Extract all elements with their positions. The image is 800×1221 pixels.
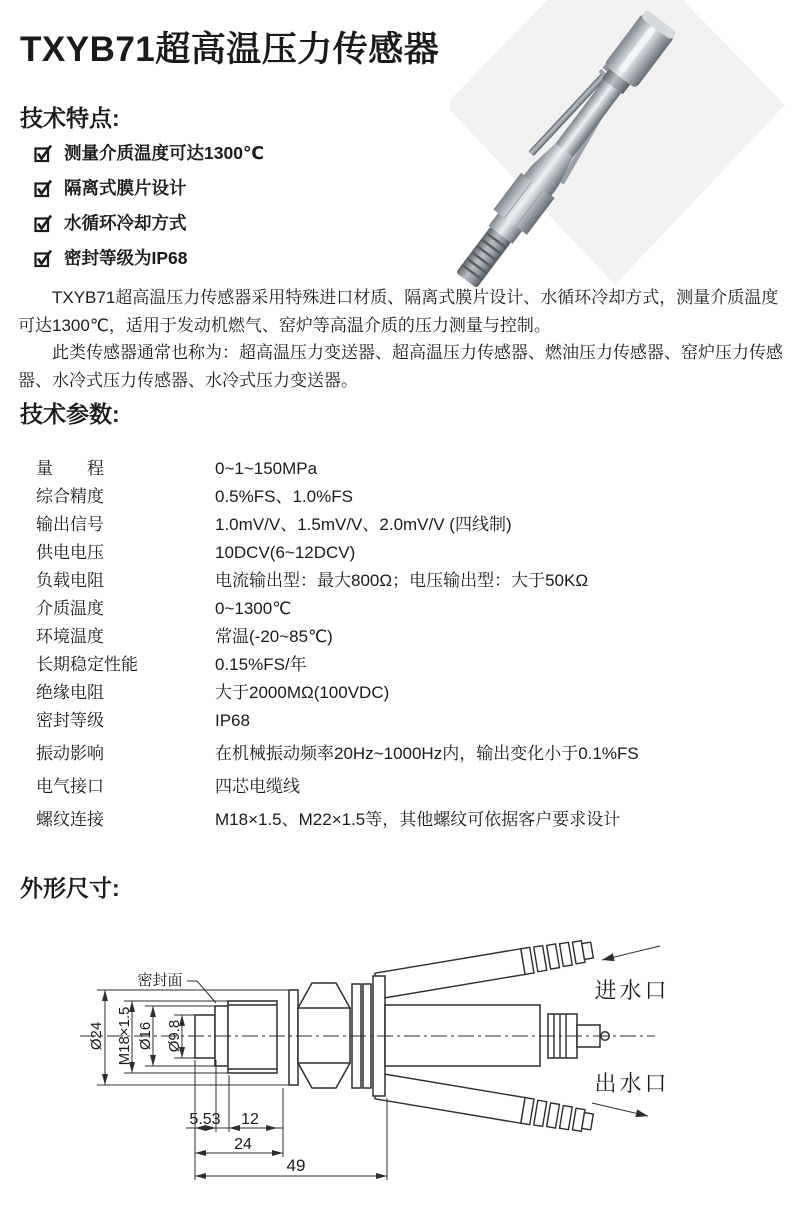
param-label: 电气接口 bbox=[36, 777, 104, 796]
param-value: 常温(-20~85℃) bbox=[215, 627, 333, 646]
feature-label: 密封等级为IP68 bbox=[64, 248, 188, 268]
dim-label-5-53: 5.53 bbox=[189, 1111, 221, 1128]
param-value: 大于2000MΩ(100VDC) bbox=[215, 683, 390, 702]
param-label: 介质温度 bbox=[36, 599, 104, 618]
param-label: 输出信号 bbox=[36, 515, 104, 534]
param-row bbox=[36, 458, 796, 479]
feature-label: 水循环冷却方式 bbox=[64, 213, 187, 233]
checkbox-checked-icon bbox=[34, 178, 54, 198]
param-row bbox=[36, 514, 796, 535]
features-list bbox=[34, 142, 264, 269]
feature-label: 隔离式膜片设计 bbox=[64, 178, 187, 198]
feature-label: 测量介质温度可达1300℃ bbox=[64, 143, 265, 163]
param-value: 0.15%FS/年 bbox=[215, 655, 307, 674]
intro-paragraph-1: TXYB71超高温压力传感器采用特殊进口材质、隔离式膜片设计、水循环冷却方式，测量介质温度可达1300℃，适用于发动机燃气、窑炉等高温介质的压力测量与控制。 bbox=[18, 288, 779, 335]
param-label: 振动影响 bbox=[36, 744, 104, 763]
dim-label-24: 24 bbox=[234, 1136, 252, 1153]
param-row bbox=[36, 682, 796, 703]
param-row bbox=[36, 776, 796, 797]
inlet-pipe bbox=[375, 937, 594, 999]
param-label: 螺纹连接 bbox=[36, 810, 104, 829]
param-row bbox=[36, 542, 796, 563]
intro-section bbox=[18, 284, 784, 394]
product-photo bbox=[450, 0, 800, 300]
param-value: 10DCV(6~12DCV) bbox=[215, 543, 356, 562]
param-value: 0~1~150MPa bbox=[215, 459, 318, 478]
checkbox-checked-icon bbox=[34, 213, 54, 233]
dim-label-thread: M18×1.5 bbox=[116, 1006, 133, 1066]
checkbox-checked-icon bbox=[34, 143, 54, 163]
param-value: 0.5%FS、1.0%FS bbox=[215, 487, 353, 506]
param-value: 1.0mV/V、1.5mV/V、2.0mV/V (四线制) bbox=[215, 515, 512, 534]
dim-label-seal-face: 密封面 bbox=[137, 973, 183, 989]
checkbox-checked-icon bbox=[34, 248, 54, 268]
param-row bbox=[36, 809, 796, 830]
param-label: 综合精度 bbox=[36, 487, 104, 506]
param-value: IP68 bbox=[215, 711, 250, 730]
param-value: 在机械振动频率20Hz~1000Hz内，输出变化小于0.1%FS bbox=[215, 744, 639, 763]
param-row bbox=[36, 710, 796, 731]
label-water-inlet: 进水口 bbox=[594, 978, 670, 1003]
feature-item bbox=[34, 247, 264, 269]
intro-paragraph-2: 此类传感器通常也称为：超高温压力变送器、超高温压力传感器、燃油压力传感器、窑炉压力传感器、水冷式压力传感器、水冷式压力变送器。 bbox=[18, 343, 783, 390]
param-row bbox=[36, 654, 796, 675]
dim-label-dia9-8: Ø9.8 bbox=[166, 1019, 183, 1053]
params-heading: 技术参数: bbox=[20, 401, 120, 427]
param-row bbox=[36, 486, 796, 507]
features-heading: 技术特点: bbox=[20, 105, 120, 131]
dimension-drawing bbox=[0, 918, 800, 1221]
param-row bbox=[36, 626, 796, 647]
param-value: M18×1.5、M22×1.5等，其他螺纹可依据客户要求设计 bbox=[215, 810, 621, 829]
param-row bbox=[36, 743, 796, 764]
param-value: 0~1300℃ bbox=[215, 599, 292, 618]
param-value: 电流输出型：最大800Ω；电压输出型：大于50KΩ bbox=[215, 571, 589, 590]
page-title: TXYB71超高温压力传感器 bbox=[20, 30, 440, 69]
dim-label-49: 49 bbox=[286, 1156, 306, 1175]
param-value: 四芯电缆线 bbox=[215, 777, 300, 796]
param-label: 绝缘电阻 bbox=[36, 683, 104, 702]
param-row bbox=[36, 570, 796, 591]
feature-item bbox=[34, 142, 264, 164]
param-row bbox=[36, 598, 796, 619]
feature-item bbox=[34, 212, 264, 234]
params-table bbox=[36, 458, 796, 837]
dim-label-dia16: Ø16 bbox=[137, 1021, 154, 1051]
outlet-pipe bbox=[375, 1073, 594, 1135]
dim-label-dia24: Ø24 bbox=[88, 1021, 105, 1051]
param-label: 密封等级 bbox=[36, 711, 104, 730]
param-label: 量 程 bbox=[36, 459, 104, 478]
param-label: 长期稳定性能 bbox=[36, 655, 138, 674]
dimensions-heading: 外形尺寸: bbox=[20, 875, 120, 901]
dim-label-12: 12 bbox=[241, 1111, 259, 1128]
param-label: 供电电压 bbox=[36, 543, 104, 562]
param-label: 环境温度 bbox=[36, 627, 104, 646]
param-label: 负载电阻 bbox=[36, 571, 104, 590]
label-water-outlet: 出水口 bbox=[594, 1071, 670, 1096]
feature-item bbox=[34, 177, 264, 199]
